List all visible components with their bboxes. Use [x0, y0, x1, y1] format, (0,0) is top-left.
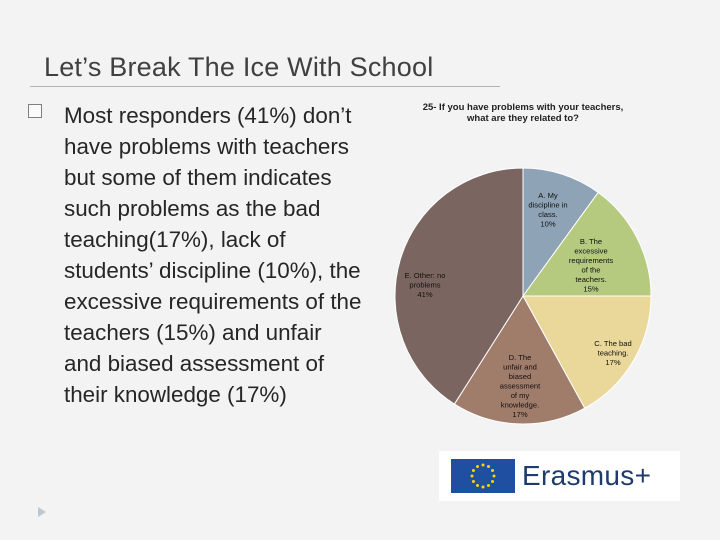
slice-label: D. The unfair and biased assessment of my knowledge. 17% — [499, 353, 541, 419]
erasmus-logo — [439, 451, 680, 501]
title-underline — [30, 86, 500, 87]
chart-title: 25- If you have problems with your teachers, what are they related to? — [422, 102, 624, 124]
eu-flag-icon — [451, 459, 515, 493]
slide-nav-arrow-icon[interactable] — [37, 506, 47, 518]
body-text: Most responders (41%) don’t have problems with teachers but some of them indicates such problems as the bad teaching(17%), lack of students’ discipline (10%), the excessive requirements of the teachers (15%) and unfair and biased assessment of their knowledge (17%) — [64, 103, 362, 407]
slice-label: B. The excessive requirements of the teachers. 15% — [568, 237, 614, 294]
bullet-icon — [28, 104, 42, 118]
pie-chart — [385, 98, 665, 438]
slice-label: A. My discipline in class. 10% — [528, 191, 568, 229]
slide-title: Let’s Break The Ice With School — [44, 52, 434, 82]
erasmus-logo-text: Erasmus+ — [522, 460, 652, 491]
slice-label: E. Other: no problems 41% — [404, 271, 446, 299]
slice-label: C. The bad teaching. 17% — [594, 339, 632, 367]
